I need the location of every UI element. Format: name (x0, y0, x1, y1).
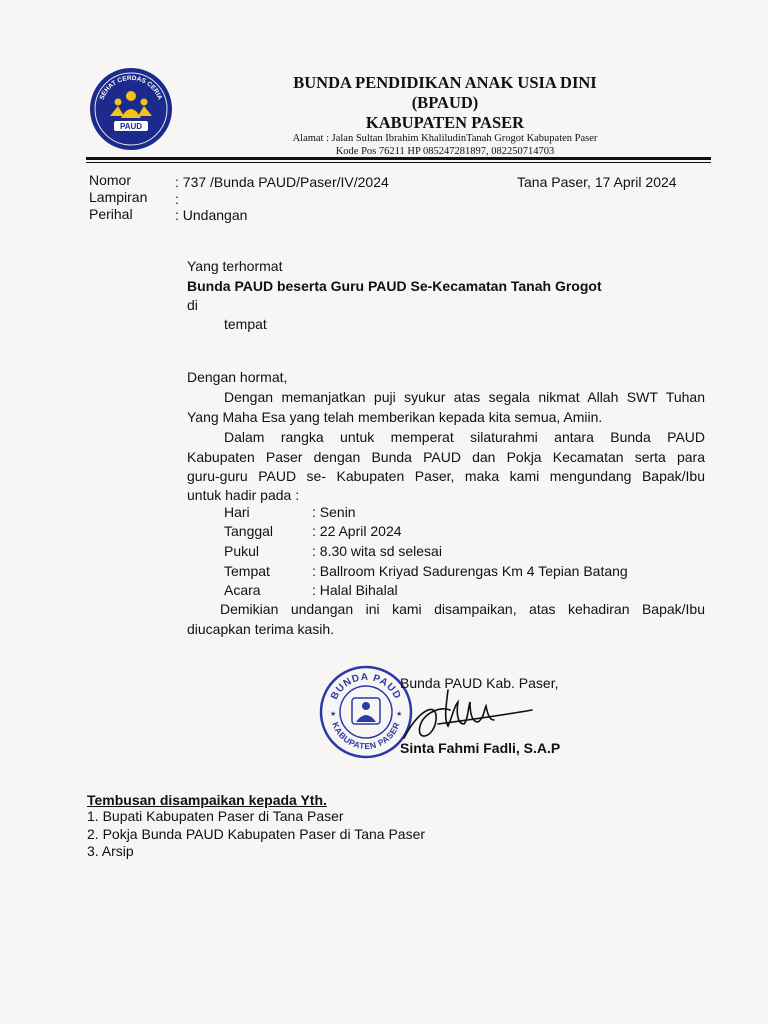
letterhead-rule-thin (86, 162, 711, 163)
svg-text:★: ★ (330, 711, 337, 718)
letterhead-address-line1: Alamat : Jalan Sultan Ibrahim KhaliludinTanah Grogot Kabupaten Paser (292, 133, 598, 144)
para2-line2: Kabupaten Paser dengan Bunda PAUD dan Pokja Kecamatan serta para (187, 449, 705, 465)
recipient-salutation: Yang terhormat (187, 258, 283, 274)
nomor-value: : 737 /Bunda PAUD/Paser/IV/2024 (175, 174, 389, 190)
recipient-tempat: tempat (224, 316, 267, 332)
svg-text:SEHAT CERDAS CERIA: SEHAT CERDAS CERIA (98, 74, 164, 101)
detail-value-acara: : Halal Bihalal (312, 582, 398, 598)
cc-item: 1. Bupati Kabupaten Paser di Tana Paser (87, 808, 344, 824)
lampiran-label: Lampiran (89, 189, 148, 205)
para2-line4: untuk hadir pada : (187, 487, 300, 503)
recipient-name: Bunda PAUD beserta Guru PAUD Se-Kecamatan Tanah Grogot (187, 278, 602, 294)
detail-label-acara: Acara (224, 582, 261, 598)
lampiran-value: : (175, 191, 179, 207)
para1-line1: Dengan memanjatkan puji syukur atas segala nikmat Allah SWT Tuhan (224, 389, 705, 405)
recipient-di: di (187, 297, 198, 313)
paud-logo-icon (88, 66, 174, 152)
perihal-value: : Undangan (175, 207, 248, 223)
detail-label-pukul: Pukul (224, 543, 260, 559)
cc-item: 3. Arsip (87, 843, 134, 859)
detail-value-tanggal: : 22 April 2024 (312, 523, 402, 539)
closing-line1: Demikian undangan ini kami disampaikan, atas kehadiran Bapak/Ibu (220, 601, 705, 617)
letterhead-title-line1: BUNDA PENDIDIKAN ANAK USIA DINI (293, 73, 597, 92)
place-date: Tana Paser, 17 April 2024 (517, 174, 677, 190)
greeting: Dengan hormat, (187, 369, 288, 385)
para2-line1: Dalam rangka untuk memperat silaturahmi antara Bunda PAUD (224, 429, 705, 445)
letterhead-address-line2: Kode Pos 76211 HP 085247281897, 082250714703 (335, 146, 555, 157)
nomor-label: Nomor (89, 172, 132, 188)
detail-label-hari: Hari (224, 504, 250, 520)
para1-line2: Yang Maha Esa yang telah memberikan kepada kita semua, Amiin. (187, 409, 603, 425)
signature-name: Sinta Fahmi Fadli, S.A.P (400, 740, 561, 756)
svg-text:KABUPATEN PASER: KABUPATEN PASER (330, 720, 402, 752)
detail-label-tempat: Tempat (224, 563, 270, 579)
detail-value-hari: : Senin (312, 504, 356, 520)
detail-value-tempat: : Ballroom Kriyad Sadurengas Km 4 Tepian Batang (312, 563, 628, 579)
signature-position: Bunda PAUD Kab. Paser, (400, 675, 559, 691)
closing-line2: diucapkan terima kasih. (187, 621, 335, 637)
cc-heading: Tembusan disampaikan kepada Yth. (87, 792, 327, 808)
svg-text:★: ★ (396, 711, 403, 718)
perihal-label: Perihal (89, 206, 133, 222)
cc-item: 2. Pokja Bunda PAUD Kabupaten Paser di Tana Paser (87, 826, 426, 842)
letterhead-title-line2: (BPAUD) (411, 93, 479, 112)
svg-text:BUNDA PAUD: BUNDA PAUD (329, 671, 403, 702)
detail-value-pukul: : 8.30 wita sd selesai (312, 543, 442, 559)
svg-text:PAUD: PAUD (119, 122, 143, 131)
detail-label-tanggal: Tanggal (224, 523, 274, 539)
para2-line3: guru-guru PAUD se- Kabupaten Paser, maka kami mengundang Bapak/Ibu (187, 468, 705, 484)
letterhead-title-line3: KABUPATEN PASER (365, 113, 525, 132)
letterhead-rule-thick (86, 157, 711, 160)
